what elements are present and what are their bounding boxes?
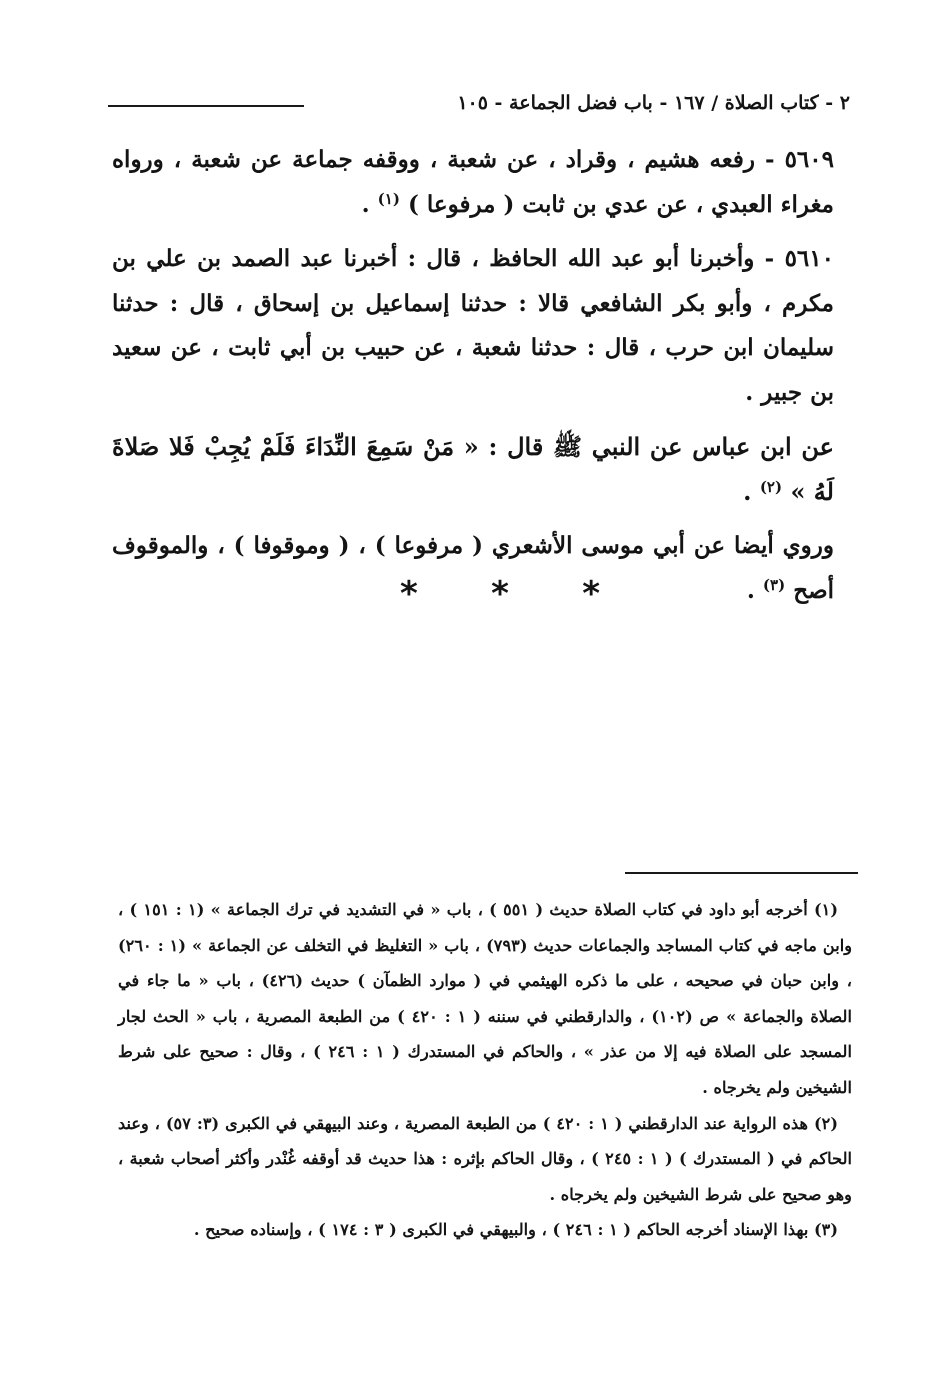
header-rule [108, 105, 304, 107]
section-separator [400, 574, 600, 614]
separator-star: * [400, 574, 418, 614]
paragraph-end: . [746, 576, 763, 604]
footnote-3: (٣) بهذا الإسناد أخرجه الحاكم ( ١ : ٢٤٦ ) ، والبيهقي في الكبرى ( ٣ : ١٧٤ ) ، وإسناده صحيح . [193, 1220, 838, 1240]
paragraph-end: . [743, 476, 760, 506]
running-header-title: ٢ - كتاب الصلاة / ١٦٧ - باب فضل الجماعة - ١٠٥ [457, 92, 850, 114]
footnote-ref-2: (٢) [759, 477, 783, 496]
paragraph-5609 [112, 138, 834, 227]
footnote-rule [625, 872, 858, 874]
paragraph-text: عن ابن عباس عن النبي ﷺ قال : « مَنْ سَمِعَ النِّدَاءَ فَلَمْ يُجِبْ فَلا صَلاةَ لَهُ » [112, 432, 834, 506]
paragraph-text: وروي أيضا عن أبي موسى الأشعري ( مرفوعا ) ، ( وموقوفا ) ، والموقوف أصح [112, 532, 834, 604]
separator-star: * [582, 574, 600, 614]
paragraph-text: ٥٦٠٩ - رفعه هشيم ، وقراد ، عن شعبة ، ووقفه جماعة عن شعبة ، ورواه مغراء العبدي ، عن عدي بن ثابت ( مرفوعا ) [112, 146, 834, 218]
separator-star: * [491, 574, 509, 614]
footnote-2: (٢) هذه الرواية عند الدارقطني ( ١ : ٤٢٠ ) من الطبعة المصرية ، وعند البيهقي في الكبرى (٣: ٥٧) ، وعند الحاكم في ( المستدرك ) ( ١ : ٢٤٥ ) ، وقال الحاكم بإثره : هذا حديث قد أوقفه غُنْدر وأكثر أصحاب شعبة ، وهو صحيح على شرط الشيخين ولم يخرجاه . [118, 1113, 852, 1204]
paragraph-end: . [361, 190, 378, 218]
running-header [108, 86, 850, 120]
paragraph-5610 [112, 237, 834, 415]
paragraph-text: ٥٦١٠ - وأخبرنا أبو عبد الله الحافظ ، قال : أخبرنا عبد الصمد بن علي بن مكرم ، وأبو بكر الشافعي قالا : حدثنا إسماعيل بن إسحاق ، قال : حدثنا سليمان ابن حرب ، قال : حدثنا شعبة ، عن حبيب بن أبي ثابت ، عن سعيد بن جبير . [112, 245, 834, 406]
footnote-ref-1: (١) [377, 189, 400, 208]
footnote-ref-3: (٣) [762, 575, 786, 594]
footnote-1: (١) أخرجه أبو داود في كتاب الصلاة حديث ( ٥٥١ ) ، باب « في التشديد في ترك الجماعة » (١ : ١٥١ ) ، وابن ماجه في كتاب المساجد والجماعات حديث (٧٩٣) ، باب « التغليظ في التخلف عن الجماعة » (١ : ٢٦٠) ، وابن حبان في صحيحه ، على ما ذكره الهيثمي في ( موارد الظمآن ) حديث (٤٢٦) ، باب « ما جاء في الصلاة والجماعة » ص (١٠٢) ، والدارقطني في سننه ( ١ : ٤٢٠ ) من الطبعة المصرية ، باب « الحث لجار المسجد على الصلاة فيه إلا من عذر » ، والحاكم في المستدرك ( ١ : ٢٤٦ ) ، وقال : صحيح على شرط الشيخين ولم يخرجاه . [118, 900, 853, 1097]
footnotes [118, 892, 852, 1248]
paragraph-hadith [112, 425, 834, 514]
main-text [112, 138, 834, 623]
